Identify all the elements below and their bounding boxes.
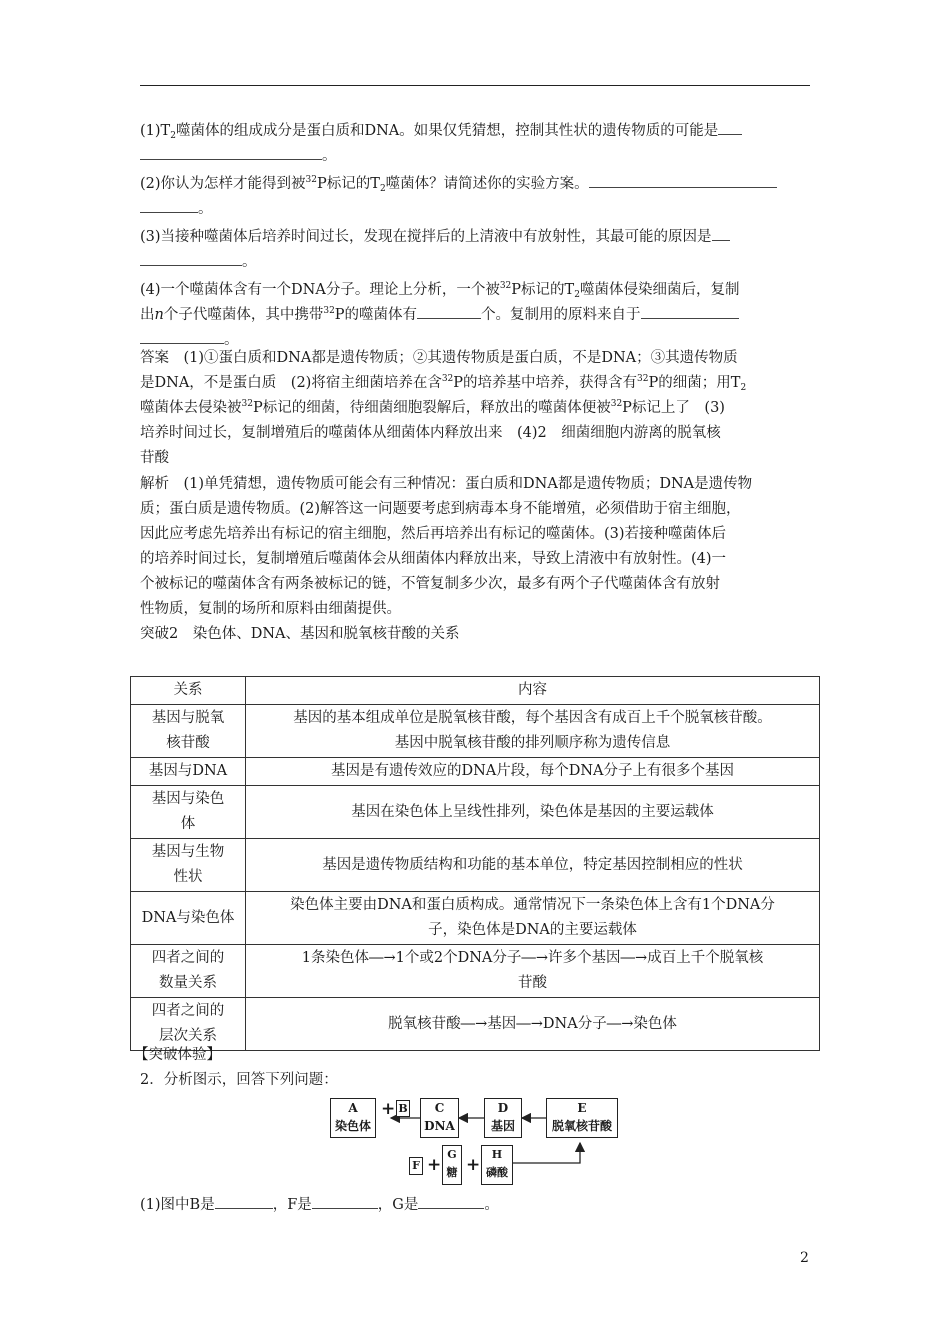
diagram-box-c: C DNA [420, 1098, 459, 1138]
analysis-line: 质；蛋白质是遗传物质。(2)解答这一问题要考虑到病毒本身不能增殖，必须借助于宿主细胞， [140, 501, 741, 517]
table-value-cell: 1条染色体―→1个或2个DNA分子―→许多个基因―→成百上千个脱氧核 苷酸 [246, 945, 820, 998]
question-block [140, 119, 812, 353]
diagram-box-h: H 磷酸 [481, 1145, 513, 1185]
answer-line: 培养时间过长，复制增殖后的噬菌体从细菌体内释放出来 (4)2 细菌细胞内游离的脱氧核 [140, 425, 721, 441]
table-row [131, 758, 820, 786]
q4-line2: 出n个子代噬菌体，其中携带$^{32}$P的噬菌体有 个。复制用的原料来自于 [140, 303, 812, 328]
table-row [131, 839, 820, 892]
table-key-cell: 基因与生物 性状 [131, 839, 246, 892]
diagram-box-g: G 糖 [442, 1145, 462, 1185]
table-header-row [131, 677, 820, 705]
analysis-line: 个被标记的噬菌体含有两条被标记的链，不管复制多少次，最多有两个子代噬菌体含有放射 [140, 576, 720, 592]
q2-line1: (2)你认为怎样才能得到被$^{32}$P标记的$T_2$噬菌体？请简述你的实验方案。 [140, 172, 812, 197]
answer-line: 噬菌体去侵染被$^{32}$P标记的细菌，待细菌细胞裂解后，释放出的噬菌体便被$^{32}$P标记上了 (3) [140, 399, 725, 416]
table-value-cell: 基因的基本组成单位是脱氧核苷酸，每个基因含有成百上千个脱氧核苷酸。 基因中脱氧核苷酸的排列顺序称为遗传信息 [246, 705, 820, 758]
q4-line3: 。 [140, 328, 812, 353]
analysis-line: 的培养时间过长，复制增殖后噬菌体会从细菌体内释放出来，导致上清液中有放射性。(4)一 [140, 551, 727, 567]
plus-sign: + [381, 1099, 396, 1119]
page-number: 2 [800, 1250, 809, 1266]
q3-line2: 。 [140, 250, 812, 275]
q2-line2: 。 [140, 197, 812, 222]
q3-line1: (3)当接种噬菌体后培养时间过长，发现在搅拌后的上清液中有放射性，其最可能的原因是 [140, 225, 812, 250]
analysis-block [140, 472, 812, 647]
table-value-cell: 基因是遗传物质结构和功能的基本单位，特定基因控制相应的性状 [246, 839, 820, 892]
analysis-line: 性物质，复制的场所和原料由细菌提供。 [140, 601, 401, 617]
q4-line1: (4)一个噬菌体含有一个DNA分子。理论上分析，一个被$^{32}$P标记的$T_2$噬菌体侵染细菌后，复制 [140, 281, 740, 300]
table-row [131, 705, 820, 758]
q1-line1: $(1)T_2$噬菌体的组成成分是蛋白质和DNA。如果仅凭猜想，控制其性状的遗传物质的可能是 [140, 119, 812, 144]
answer-line: 是DNA，不是蛋白质 (2)将宿主细菌培养在含$^{32}$P的培养基中培养，获得含有$^{32}$P的细菌；用$T_2$ [140, 374, 747, 393]
table-value-cell: 基因是有遗传效应的DNA片段，每个DNA分子上有很多个基因 [246, 758, 820, 786]
answer-line: 答案 (1)①蛋白质和DNA都是遗传物质；②其遗传物质是蛋白质，不是DNA；③其遗传物质 [140, 350, 738, 366]
table-row [131, 786, 820, 839]
table-key-cell: 基因与脱氧 核苷酸 [131, 705, 246, 758]
diagram-box-e: E 脱氧核苷酸 [546, 1098, 618, 1138]
diagram-box-f: F [409, 1157, 423, 1175]
table-value-cell: 脱氧核苷酸―→基因―→DNA分子―→染色体 [246, 998, 820, 1051]
experience-title: 【突破体验】 [134, 1047, 221, 1063]
analysis-line: 因此应考虑先培养出有标记的宿主细胞，然后再培养出有标记的噬菌体。(3)若接种噬菌体后 [140, 526, 727, 542]
plus-sign: + [466, 1155, 481, 1175]
diagram-box-d: D 基因 [484, 1098, 522, 1138]
table-row [131, 945, 820, 998]
table-header-cell: 关系 [131, 677, 246, 705]
table-key-cell: 四者之间的 数量关系 [131, 945, 246, 998]
table-key-cell: 四者之间的 层次关系 [131, 998, 246, 1051]
diagram-box-b: B [396, 1100, 410, 1117]
experience-block [134, 1043, 338, 1093]
relationship-table [130, 676, 820, 1051]
table-key-cell: 基因与染色 体 [131, 786, 246, 839]
table-key-cell: 基因与DNA [131, 758, 246, 786]
diagram-box-a: A 染色体 [330, 1098, 376, 1138]
table-value-cell: 染色体主要由DNA和蛋白质构成。通常情况下一条染色体上含有1个DNA分 子，染色体是DNA的主要运载体 [246, 892, 820, 945]
plus-sign: + [427, 1155, 442, 1175]
final-question: (1)图中B是 ，F是 ，G是 。 [140, 1193, 812, 1218]
table-value-cell: 基因在染色体上呈线性排列，染色体是基因的主要运载体 [246, 786, 820, 839]
answer-block [140, 346, 812, 471]
experience-question: 2．分析图示，回答下列问题： [140, 1072, 338, 1088]
analysis-line: 解析 (1)单凭猜想，遗传物质可能会有三种情况：蛋白质和DNA都是遗传物质；DNA是遗传物 [140, 476, 753, 492]
arrow-fgh-to-e [513, 1143, 580, 1163]
answer-line: 苷酸 [140, 450, 169, 466]
table-header-cell: 内容 [246, 677, 820, 705]
header-rule [140, 85, 810, 86]
table-key-cell: DNA与染色体 [131, 892, 246, 945]
table-row [131, 892, 820, 945]
q1-line2: 。 [140, 144, 812, 169]
section-title: 突破2 染色体、DNA、基因和脱氧核苷酸的关系 [140, 626, 460, 642]
